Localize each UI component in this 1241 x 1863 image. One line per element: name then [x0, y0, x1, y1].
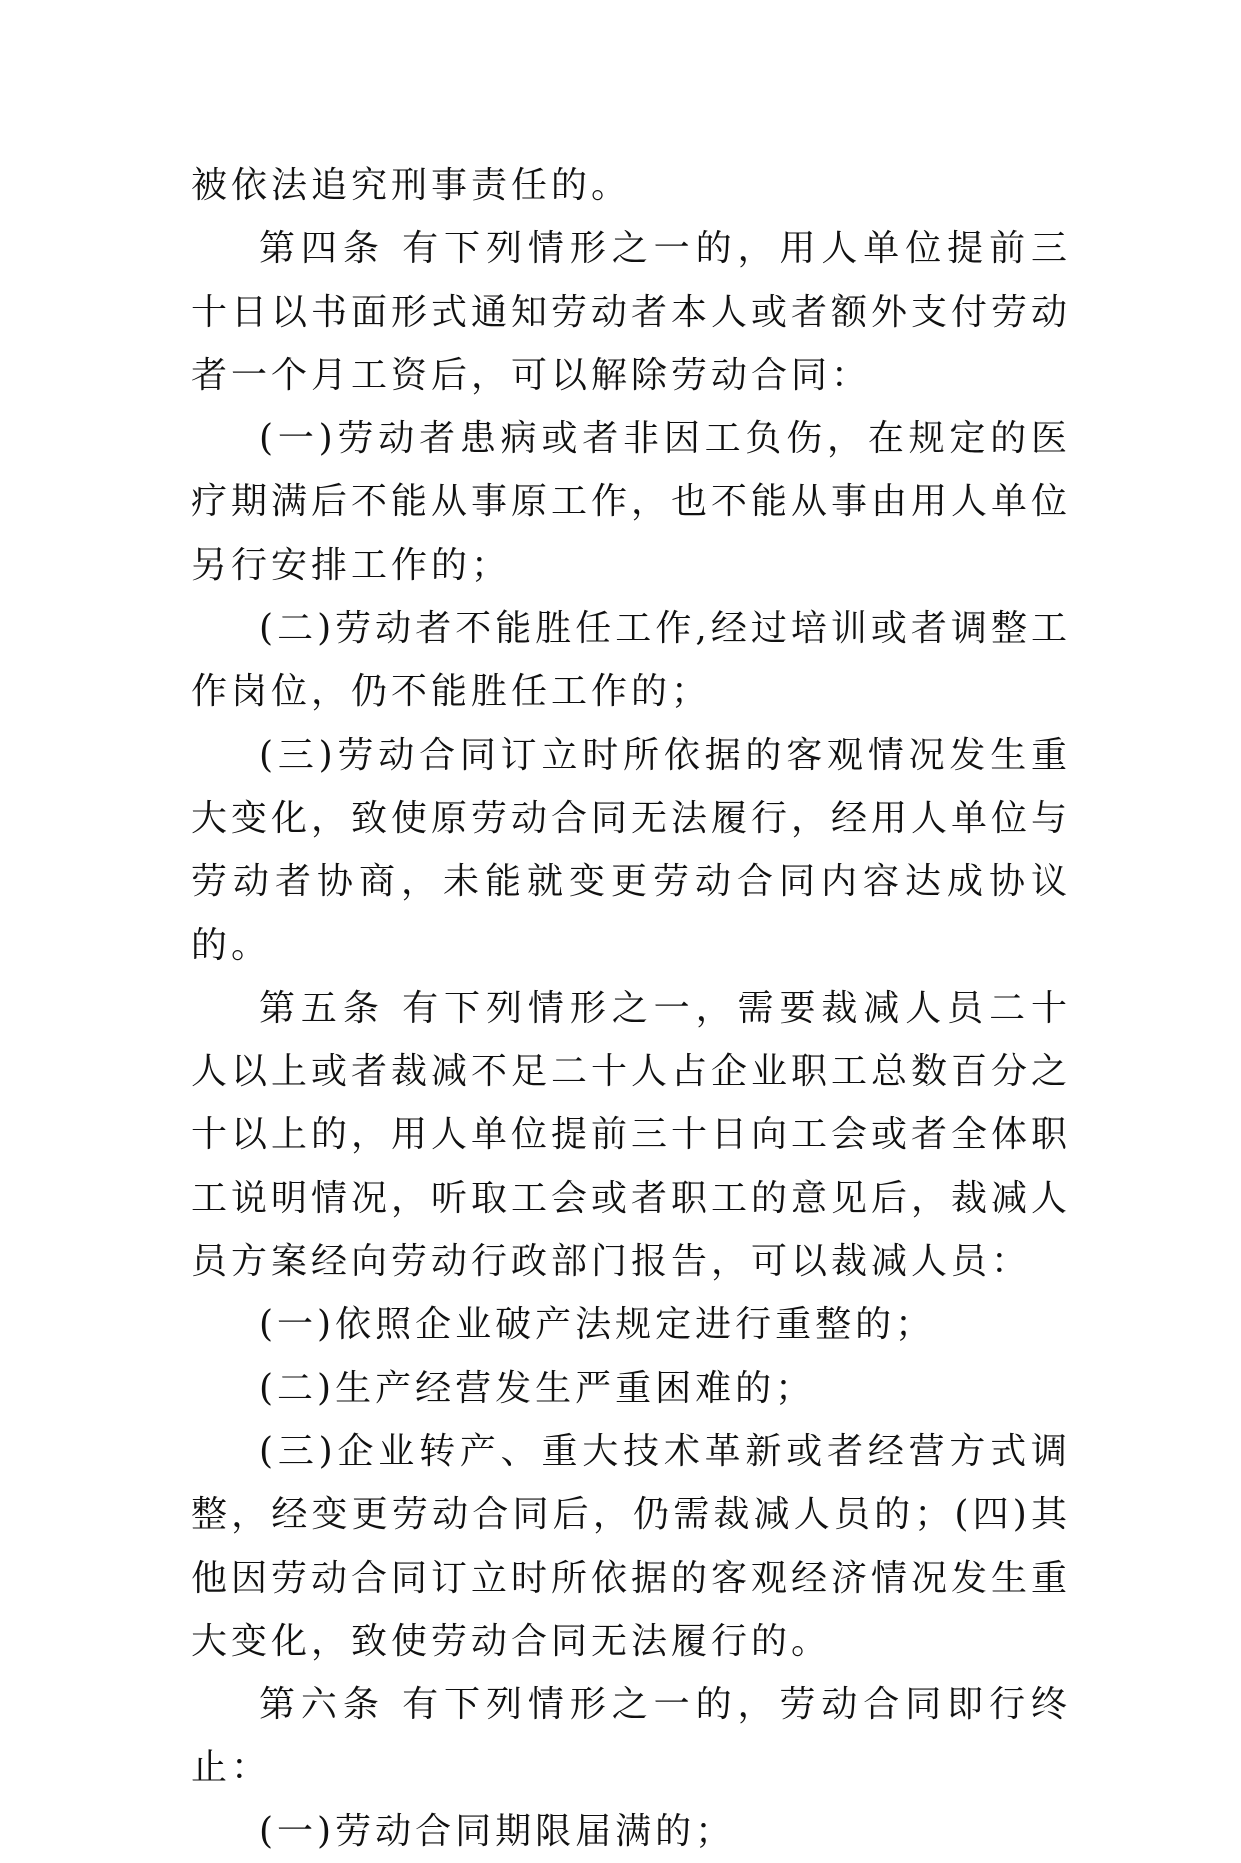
document-body	[191, 154, 1071, 1863]
article-5-item-1: (一)依照企业破产法规定进行重整的；	[259, 1304, 936, 1346]
article-4-item-1: (一)劳动者患病或者非因工负伤，在规定的医疗期满后不能从事原工作，也不能从事由用人单位另行安排工作的；	[191, 418, 1072, 586]
article-4-item-3: (三)劳动合同订立时所依据的客观情况发生重大变化，致使原劳动合同无法履行，经用人单位与劳动者协商，未能就变更劳动合同内容达成协议的。	[191, 734, 1072, 966]
paragraph-1: 被依法追究刑事责任的。	[191, 165, 632, 206]
article-6-paragraph: 第六条 有下列情形之一的，劳动合同即行终止：	[191, 1684, 1071, 1789]
article-4-paragraph: 第四条 有下列情形之一的，用人单位提前三十日以书面形式通知劳动者本人或者额外支付劳动者一个月工资后，可以解除劳动合同：	[191, 228, 1072, 396]
article-5-item-3-4: (三)企业转产、重大技术革新或者经营方式调整，经变更劳动合同后，仍需裁减人员的；(四)其他因劳动合同订立时所依据的客观经济情况发生重大变化，致使劳动合同无法履行的。	[191, 1430, 1072, 1662]
article-4-item-2: (二)劳动者不能胜任工作,经过培训或者调整工作岗位，仍不能胜任工作的；	[191, 608, 1071, 713]
article-5-item-2: (二)生产经营发生严重困难的；	[259, 1367, 816, 1409]
article-6-item-1: (一)劳动合同期限届满的；	[259, 1810, 736, 1852]
article-5-paragraph: 第五条 有下列情形之一，需要裁减人员二十人以上或者裁减不足二十人占企业职工总数百分之十以上的，用人单位提前三十日向工会或者全体职工说明情况，听取工会或者职工的意见后，裁减人员方案经向劳动行政部门报告，可以裁减人员：	[191, 987, 1072, 1283]
